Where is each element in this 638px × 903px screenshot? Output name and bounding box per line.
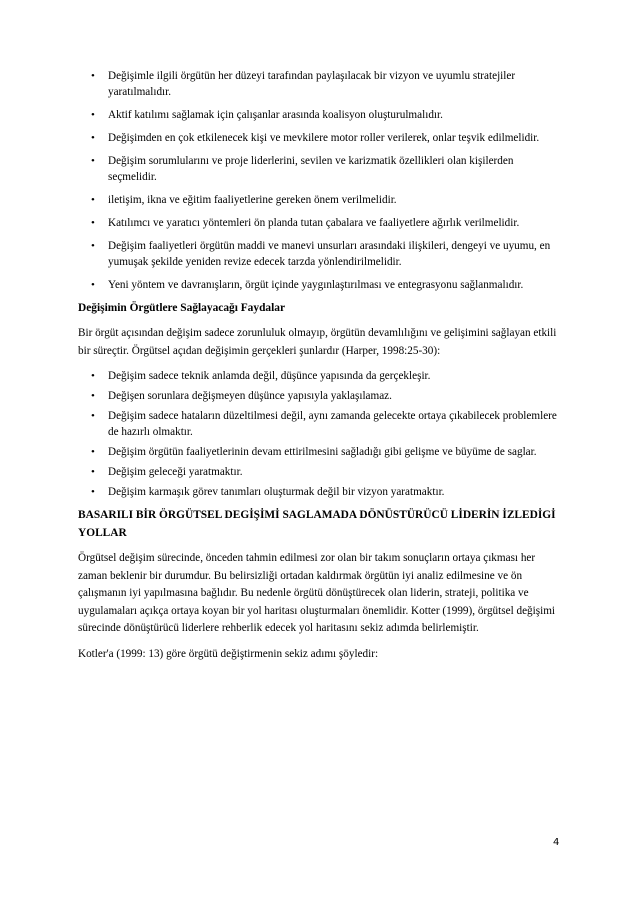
bullet-icon: •: [91, 390, 95, 402]
list-item: [78, 238, 564, 270]
bullet-icon: •: [91, 370, 95, 382]
bullet-icon: •: [91, 70, 95, 82]
list-item-text: Değişen sorunlara değişmeyen düşünce yapısıyla yaklaşılamaz.: [108, 390, 392, 402]
list-item-text: Değişim karmaşık görev tanımları oluşturmak değil bir vizyon yaratmaktır.: [108, 486, 445, 498]
bullet-icon: •: [91, 217, 95, 229]
paragraph-intro: Bir örgüt açısından değişim sadece zorunluluk olmayıp, örgütün devamlılığını ve gelişimini sağlayan etkili bir süreçtir. Örgütsel açıdan değişimin gerçekleri şunlardır (Harper, 1998:25-30):: [78, 327, 557, 357]
list-item: [78, 408, 564, 440]
bullet-icon: •: [91, 410, 95, 422]
benefits-list: [78, 368, 564, 500]
list-item: [78, 107, 564, 123]
list-item-text: Değişim sadece hataların düzeltilmesi değil, aynı zamanda gelecekte ortaya çıkabilecek problemlere de hazırlı olmaktır.: [108, 410, 557, 438]
list-item-text: Aktif katılımı sağlamak için çalışanlar arasında koalisyon oluşturulmalıdır.: [108, 109, 443, 121]
list-item-text: Değişim faaliyetleri örgütün maddi ve manevi unsurları arasındaki ilişkileri, dengeyi ve uyumu, en yumuşak şekilde yeniden revize edecek tarzda yönlendirilmelidir.: [108, 240, 551, 268]
page-number: 4: [553, 837, 560, 848]
bullet-icon: •: [91, 446, 95, 458]
list-item-text: Değişim örgütün faaliyetlerinin devam ettirilmesini sağladığı gibi gelişme ve büyüme de saglar.: [108, 446, 537, 458]
list-item: [78, 277, 564, 293]
list-item: [78, 368, 564, 384]
recommendation-list: [78, 68, 564, 293]
list-item-text: Değişim sorumlularını ve proje liderlerini, sevilen ve karizmatik özellikleri olan kişilerden seçmelidir.: [108, 155, 514, 183]
list-item-text: Değişim sadece teknik anlamda değil, düşünce yapısında da gerçekleşir.: [108, 370, 431, 382]
list-item: [78, 388, 564, 404]
list-item: [78, 192, 564, 208]
list-item: [78, 153, 564, 185]
page-content: [78, 68, 564, 663]
list-item: [78, 444, 564, 460]
bullet-icon: •: [91, 132, 95, 144]
list-item-text: Katılımcı ve yaratıcı yöntemleri ön planda tutan çabalara ve faaliyetlere ağırlık verilmelidir.: [108, 217, 520, 229]
list-item-text: Değişimle ilgili örgütün her düzeyi tarafından paylaşılacak bir vizyon ve uyumlu stratejiler yaratılmalıdır.: [108, 70, 516, 98]
bullet-icon: •: [91, 466, 95, 478]
list-item: [78, 484, 564, 500]
bullet-icon: •: [91, 194, 95, 206]
bullet-icon: •: [91, 279, 95, 291]
bullet-icon: •: [91, 240, 95, 252]
list-item: [78, 464, 564, 480]
list-item: [78, 68, 564, 100]
bullet-icon: •: [91, 109, 95, 121]
section-heading-faydalar: Değişimin Örgütlere Sağlayacağı Faydalar: [78, 302, 286, 314]
bullet-icon: •: [91, 155, 95, 167]
paragraph-kotler: Kotler'a (1999: 13) göre örgütü değiştirmenin sekiz adımı şöyledir:: [78, 647, 379, 660]
list-item: [78, 215, 564, 231]
list-item-text: iletişim, ikna ve eğitim faaliyetlerine gereken önem verilmelidir.: [108, 194, 397, 206]
bullet-icon: •: [91, 486, 95, 498]
section-heading-basarili: BASARILI BİR ÖRGÜTSEL DEGİŞİMİ SAGLAMADA DÖNÜSTÜRÜCÜ LİDERİN İZLEDİGİ YOLLAR: [78, 509, 556, 539]
list-item-text: Yeni yöntem ve davranışların, örgüt içinde yaygınlaştırılması ve entegrasyonu sağlanmalıdır.: [108, 279, 524, 291]
list-item-text: Değişimden en çok etkilenecek kişi ve mevkilere motor roller verilerek, onlar teşvik edilmelidir.: [108, 132, 540, 144]
list-item-text: Değişim geleceği yaratmaktır.: [108, 466, 243, 478]
paragraph-change-process: Örgütsel değişim sürecinde, önceden tahmin edilmesi zor olan bir takım sonuçların ortaya çıkması her zaman beklenir bir durumdur. Bu belirsizliği ortadan kaldırmak örgütün iyi analiz edilmesine ve ön çalışmanın iyi yapılmasına bağlıdır. Bu nedenle örgütü dönüştürecek olan liderin, strateji, politika ve uygulamaları açıkça ortaya koyan bir yol haritası oluşturmaları önemlidir. Kotter (1999), örgütsel değişimi sürecinde dönüştürücü liderlere rehberlik edecek yol haritasını sekiz adımda belirlemiştir.: [78, 552, 556, 634]
list-item: [78, 130, 564, 146]
